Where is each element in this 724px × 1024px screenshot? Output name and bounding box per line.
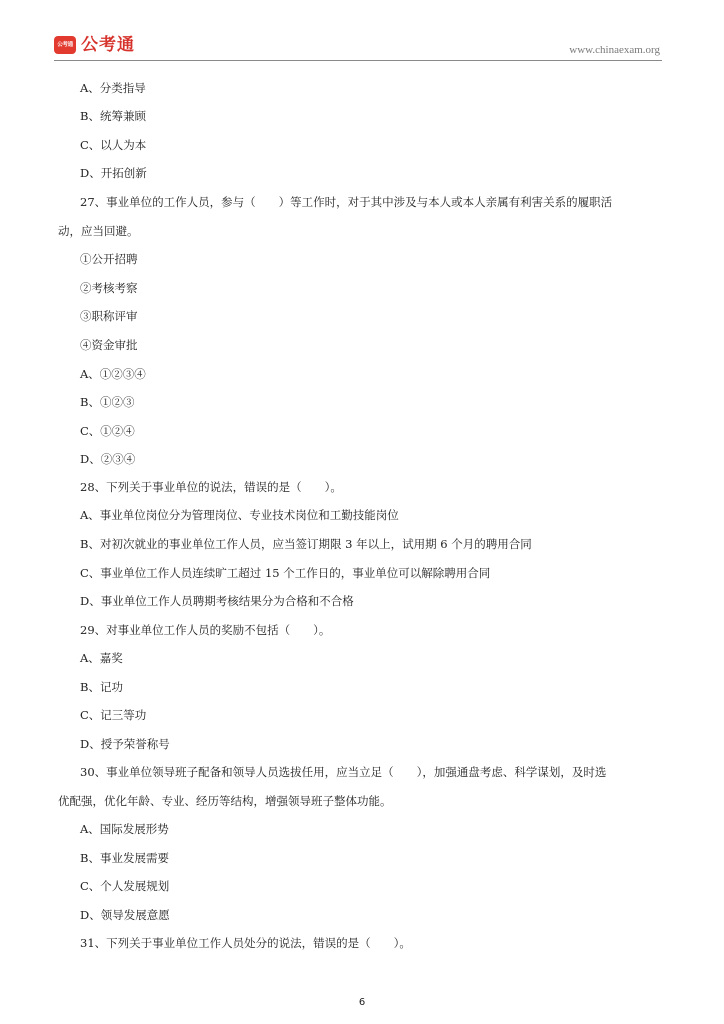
option-line: A、分类指导 (80, 81, 146, 95)
option-line: C、记三等功 (80, 708, 147, 722)
question-28: 28、下列关于事业单位的说法，错误的是（ ）。 (80, 480, 342, 494)
option-line: B、对初次就业的事业单位工作人员，应当签订期限 3 年以上，试用期 6 个月的聘用合同 (80, 537, 532, 551)
option-line: D、事业单位工作人员聘期考核结果分为合格和不合格 (80, 594, 354, 608)
option-line: A、事业单位岗位分为管理岗位、专业技术岗位和工勤技能岗位 (80, 508, 399, 522)
question-31: 31、下列关于事业单位工作人员处分的说法，错误的是（ ）。 (80, 936, 411, 950)
question-27-continued: 动，应当回避。 (58, 224, 139, 238)
option-line: C、个人发展规划 (80, 879, 170, 893)
option-line: C、事业单位工作人员连续旷工超过 15 个工作日的，事业单位可以解除聘用合同 (80, 566, 491, 580)
option-line: B、①②③ (80, 395, 135, 409)
statement-line: ①公开招聘 (80, 252, 138, 266)
page-header (54, 34, 662, 61)
option-line: D、②③④ (80, 452, 136, 466)
option-line: A、嘉奖 (80, 651, 123, 665)
statement-line: ④资金审批 (80, 338, 138, 352)
logo-text: 公考通 (81, 35, 135, 55)
option-line: D、开拓创新 (80, 166, 147, 180)
option-line: D、授予荣誉称号 (80, 737, 170, 751)
question-30-continued: 优配强，优化年龄、专业、经历等结构，增强领导班子整体功能。 (58, 794, 392, 808)
option-line: A、国际发展形势 (80, 822, 169, 836)
option-line: D、领导发展意愿 (80, 908, 170, 922)
question-29: 29、对事业单位工作人员的奖励不包括（ ）。 (80, 623, 331, 637)
option-line: A、①②③④ (80, 367, 146, 381)
statement-line: ②考核考察 (80, 281, 138, 295)
option-line: B、统筹兼顾 (80, 109, 146, 123)
question-30: 30、事业单位领导班子配备和领导人员选拔任用，应当立足（ ），加强通盘考虑、科学谋划，及时选 (80, 765, 607, 779)
option-line: B、记功 (80, 680, 123, 694)
option-line: C、①②④ (80, 424, 135, 438)
option-line: C、以人为本 (80, 138, 147, 152)
site-url: www.chinaexam.org (569, 44, 660, 56)
option-line: B、事业发展需要 (80, 851, 169, 865)
question-27: 27、事业单位的工作人员，参与（ ）等工作时，对于其中涉及与本人或本人亲属有利害关系的履职活 (80, 195, 613, 209)
page-number: 6 (358, 997, 366, 1008)
statement-line: ③职称评审 (80, 309, 138, 323)
logo-badge: 公考通 (54, 36, 76, 54)
